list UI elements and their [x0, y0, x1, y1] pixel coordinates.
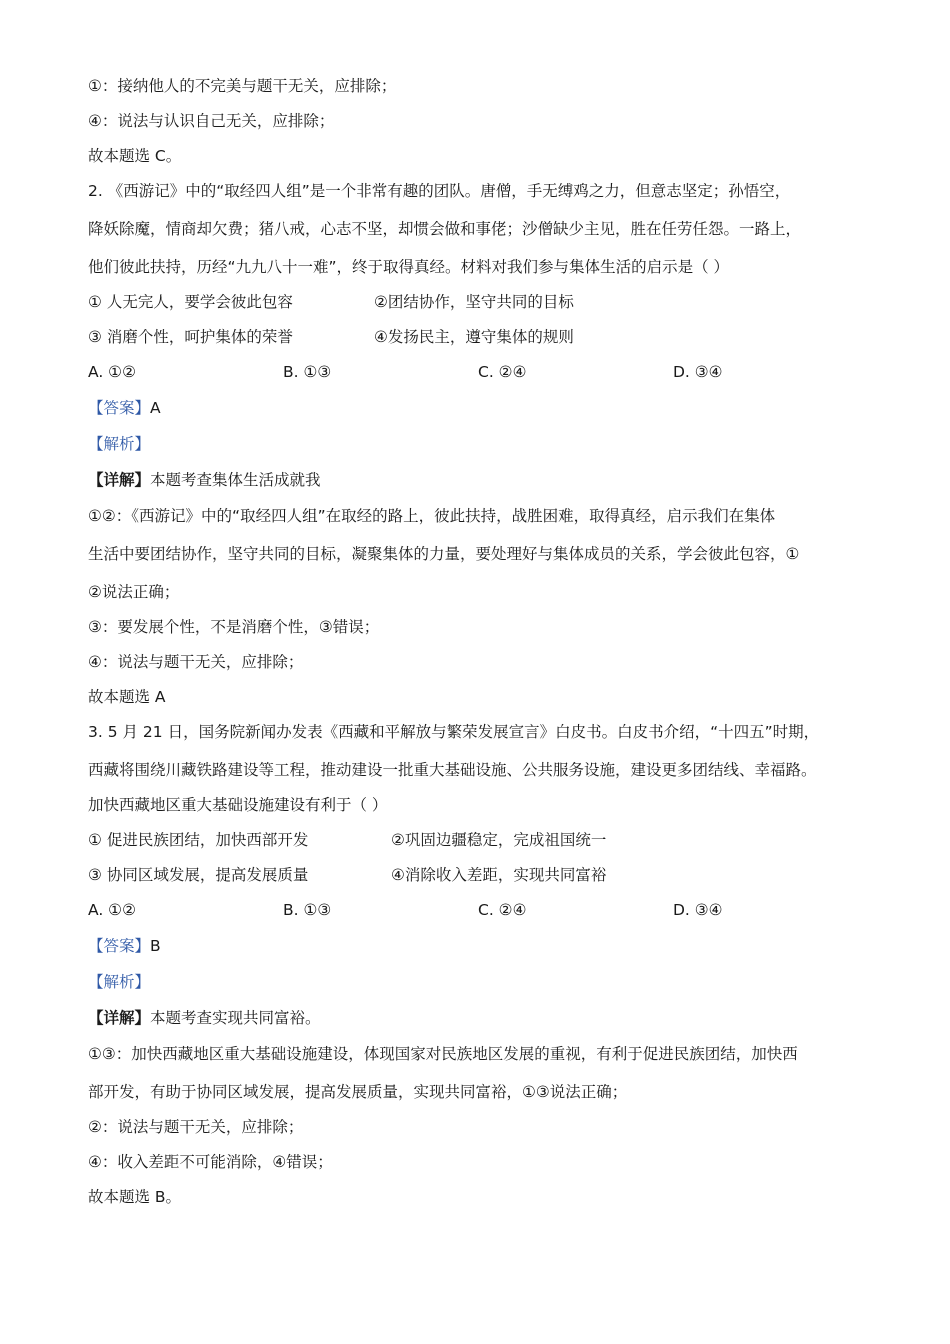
answer-value: A	[150, 399, 161, 417]
q3-detail	[88, 1008, 868, 1028]
q2-option-3: ③ 消磨个性，呵护集体的荣誉	[88, 328, 293, 346]
q2-answer	[88, 398, 868, 418]
answer-tag: 【答案】	[88, 399, 151, 417]
q3-explanation-1-line-1: ①③：加快西藏地区重大基础设施建设，体现国家对民族地区发展的重视，有利于促进民族团结，加快西	[88, 1045, 798, 1063]
q1-explanation-4: ④：说法与认识自己无关，应排除；	[88, 112, 335, 130]
q3-options-row-2	[88, 865, 868, 885]
q3-choice-b: B. ①③	[283, 901, 332, 919]
q2-option-2: ②团结协作，坚守共同的目标	[374, 293, 574, 311]
q2-explanation-2: ③：要发展个性，不是消磨个性，③错误；	[88, 618, 380, 636]
answer-value: B	[150, 937, 161, 955]
q3-option-4: ④消除收入差距，实现共同富裕	[391, 866, 607, 884]
q3-explanation-3: ④：收入差距不可能消除，④错误；	[88, 1153, 333, 1171]
q2-explanation-3: ④：说法与题干无关，应排除；	[88, 653, 304, 671]
document-page	[88, 76, 868, 1207]
q2-options-row-1	[88, 292, 868, 312]
q2-choice-a: A. ①②	[88, 363, 136, 381]
q2-option-1: ① 人无完人，要学会彼此包容	[88, 293, 293, 311]
q3-option-1: ① 促进民族团结，加快西部开发	[88, 831, 309, 849]
q2-stem-line-3: 他们彼此扶持，历经“九九八十一难”，终于取得真经。材料对我们参与集体生活的启示是（ ）	[88, 258, 729, 276]
q2-choice-d: D. ③④	[673, 363, 723, 381]
q2-choice-b: B. ①③	[283, 363, 332, 381]
q3-explanation-1-line-2: 部开发，有助于协同区域发展，提高发展质量，实现共同富裕，①③说法正确；	[88, 1083, 628, 1101]
q3-options-row-1	[88, 830, 868, 850]
detail-tag: 【详解】	[88, 471, 151, 489]
detail-topic: 本题考查集体生活成就我	[150, 471, 321, 489]
q3-stem-line-3: 加快西藏地区重大基础设施建设有利于（ ）	[88, 796, 388, 814]
q2-explanation-1-line-1: ①②：《西游记》中的“取经四人组”在取经的路上，彼此扶持，战胜困难，取得真经，启示我们在集体	[88, 507, 776, 525]
q3-option-2: ②巩固边疆稳定，完成祖国统一	[391, 831, 607, 849]
q2-options-row-2	[88, 327, 868, 347]
q3-choice-d: D. ③④	[673, 901, 723, 919]
q3-stem-line-2: 西藏将围绕川藏铁路建设等工程，推动建设一批重大基础设施、公共服务设施，建设更多团结线、幸福路。	[88, 761, 817, 779]
q2-analysis-tag: 【解析】	[88, 435, 151, 453]
detail-tag: 【详解】	[88, 1009, 151, 1027]
q1-explanation-1: ①：接纳他人的不完美与题干无关，应排除；	[88, 77, 397, 95]
q2-stem-line-2: 降妖除魔，情商却欠费；猪八戒，心志不坚，却惯会做和事佬；沙僧缺少主见，胜在任劳任怨。一路上，	[88, 220, 802, 238]
q2-conclusion: 故本题选 A	[88, 688, 166, 706]
q2-choice-c: C. ②④	[478, 363, 527, 381]
answer-tag: 【答案】	[88, 937, 151, 955]
q3-choice-c: C. ②④	[478, 901, 527, 919]
q2-detail	[88, 470, 868, 490]
q2-stem-line-1: 2. 《西游记》中的“取经四人组”是一个非常有趣的团队。唐僧，手无缚鸡之力，但意志坚定；孙悟空，	[88, 182, 791, 200]
detail-topic: 本题考查实现共同富裕。	[150, 1009, 321, 1027]
q3-analysis-tag: 【解析】	[88, 973, 151, 991]
q3-conclusion: 故本题选 B。	[88, 1188, 182, 1206]
q3-option-3: ③ 协同区域发展，提高发展质量	[88, 866, 309, 884]
q2-choices	[88, 362, 868, 382]
q3-choices	[88, 900, 868, 920]
q2-explanation-1-line-2: 生活中要团结协作，坚守共同的目标，凝聚集体的力量，要处理好与集体成员的关系，学会彼此包容，①	[88, 545, 800, 563]
q3-explanation-2: ②：说法与题干无关，应排除；	[88, 1118, 304, 1136]
q2-explanation-1-line-3: ②说法正确；	[88, 583, 180, 601]
q3-choice-a: A. ①②	[88, 901, 136, 919]
q3-stem-line-1: 3. 5 月 21 日，国务院新闻办发表《西藏和平解放与繁荣发展宣言》白皮书。白皮书介绍，“十四五”时期，	[88, 723, 820, 741]
q1-conclusion: 故本题选 C。	[88, 147, 182, 165]
q3-answer	[88, 936, 868, 956]
q2-option-4: ④发扬民主，遵守集体的规则	[374, 328, 574, 346]
